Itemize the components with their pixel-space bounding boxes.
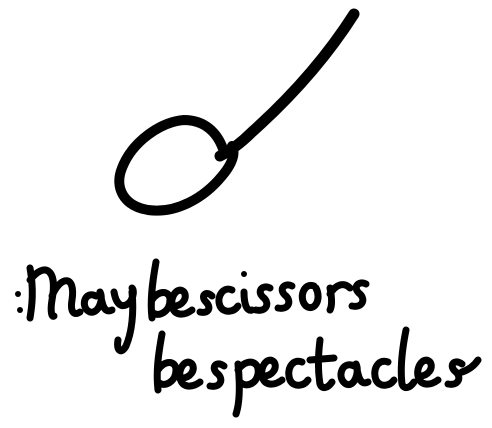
caption-line-2-strokes [157, 330, 478, 414]
caption-line-1-strokes [15, 262, 366, 351]
